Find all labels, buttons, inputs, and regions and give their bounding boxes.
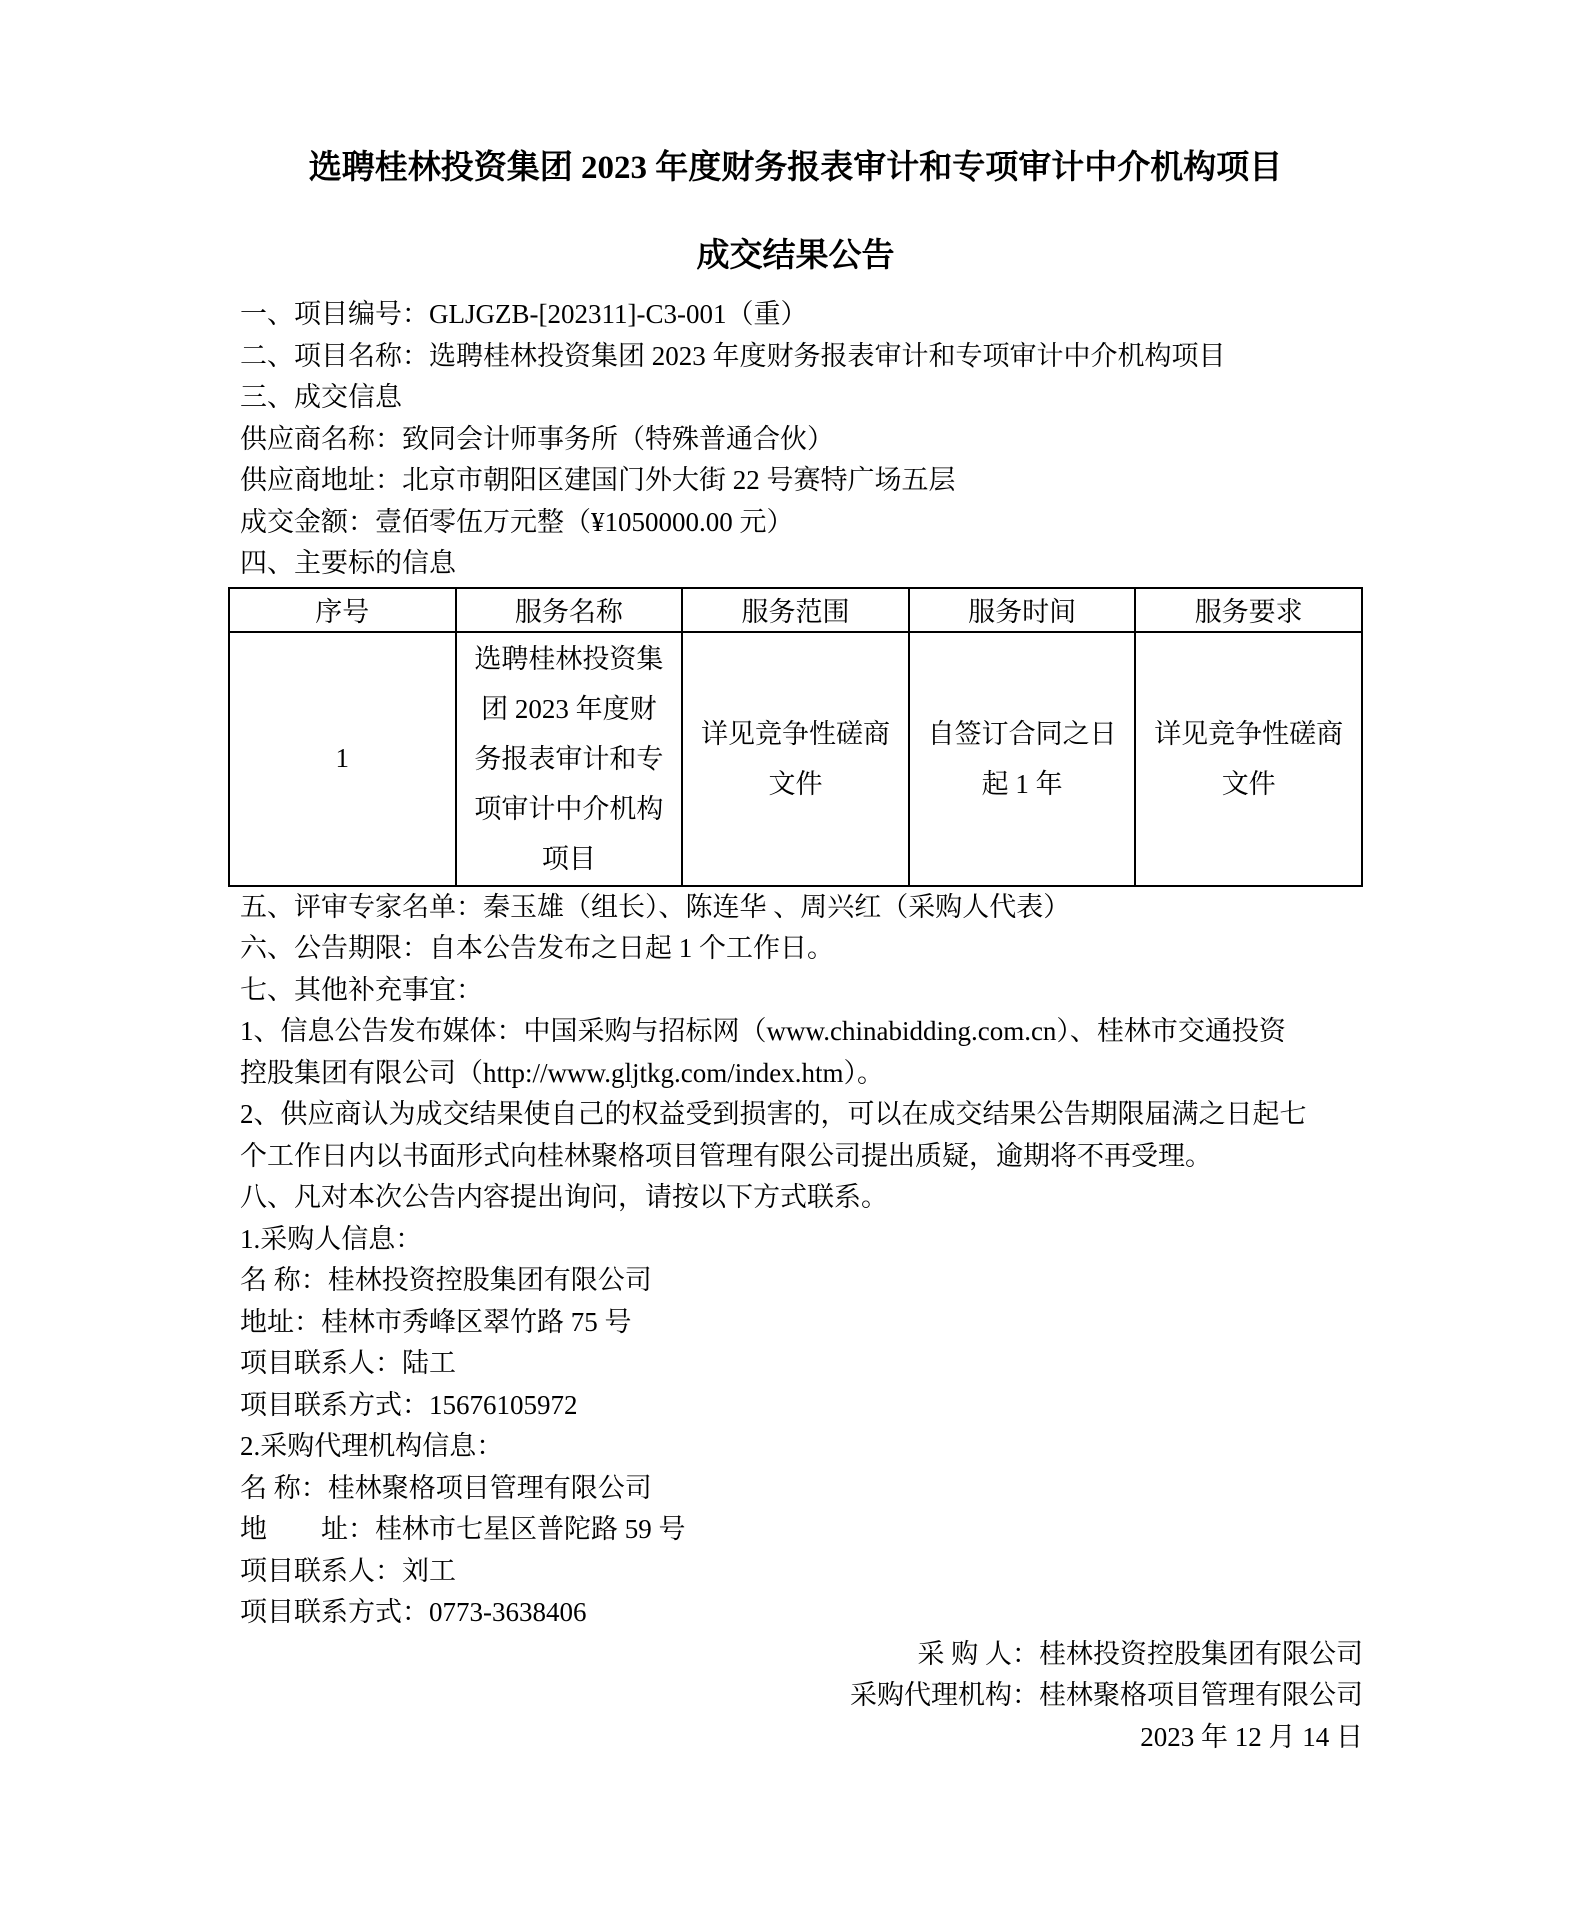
table-row [229, 632, 1362, 886]
signoff-agency: 采购代理机构：桂林聚格项目管理有限公司 [850, 1680, 1363, 1710]
cell-service-requirement-line: 文件 [1221, 768, 1276, 799]
cell-service-time [909, 632, 1136, 886]
para-supplier-name: 供应商名称：致同会计师事务所（特殊普通合伙） [240, 423, 834, 454]
para-agency-info-heading: 2.采购代理机构信息： [240, 1431, 504, 1461]
para-project-number: 一、项目编号：GLJGZB-[202311]-C3-001（重） [240, 299, 808, 329]
para-supplier-address: 供应商地址：北京市朝阳区建国门外大街 22 号赛特广场五层 [240, 465, 956, 495]
para-agency-contact-phone: 项目联系方式：0773-3638406 [240, 1597, 587, 1627]
table-header-service-time: 服务时间 [909, 588, 1136, 632]
document-title-line2: 成交结果公告 [696, 238, 895, 274]
para-objection-line2: 个工作日内以书面形式向桂林聚格项目管理有限公司提出质疑，逾期将不再受理。 [240, 1140, 1212, 1171]
para-deal-amount: 成交金额：壹佰零伍万元整（¥1050000.00 元） [240, 506, 794, 537]
para-objection-line1: 2、供应商认为成交结果使自己的权益受到损害的，可以在成交结果公告期限届满之日起七 [240, 1099, 1307, 1129]
para-experts-list: 五、评审专家名单：秦玉雄（组长）、陈连华 、周兴红（采购人代表） [240, 891, 1071, 922]
table-header-service-scope: 服务范围 [682, 588, 909, 632]
cell-service-name-line: 项目 [541, 843, 596, 874]
cell-service-name-line: 项审计中介机构 [474, 793, 664, 824]
cell-service-requirement [1135, 632, 1362, 886]
document-title-line1: 选聘桂林投资集团 2023 年度财务报表审计和专项审计中介机构项目 [308, 150, 1283, 186]
para-media-line1: 1、信息公告发布媒体：中国采购与招标网（www.chinabidding.com.cn）、桂林市交通投资 [240, 1016, 1286, 1046]
post-table-paragraphs [228, 887, 1363, 1634]
document-content [0, 144, 1587, 1758]
para-media-line2: 控股集团有限公司（http://www.gljtkg.com/index.htm）。 [240, 1057, 884, 1088]
para-buyer-contact-person: 项目联系人：陆工 [240, 1348, 456, 1378]
cell-service-scope-line: 文件 [768, 768, 823, 799]
para-agency-address: 地 址：桂林市七星区普陀路 59 号 [240, 1514, 686, 1544]
para-announcement-period: 六、公告期限：自本公告发布之日起 1 个工作日。 [240, 933, 834, 963]
para-buyer-name: 名 称：桂林投资控股集团有限公司 [240, 1265, 652, 1295]
cell-service-scope [682, 632, 909, 886]
para-subject-info-heading: 四、主要标的信息 [240, 548, 456, 578]
cell-seq: 1 [229, 632, 456, 886]
signoff-block [228, 1634, 1363, 1759]
para-other-matters-heading: 七、其他补充事宜： [240, 974, 483, 1005]
para-buyer-info-heading: 1.采购人信息： [240, 1223, 423, 1254]
signoff-date: 2023 年 12 月 14 日 [1140, 1721, 1363, 1752]
table-header-service-requirement: 服务要求 [1135, 588, 1362, 632]
cell-service-name-line: 团 2023 年度财 [481, 693, 657, 724]
cell-service-time-line: 起 1 年 [981, 768, 1063, 799]
cell-service-scope-line: 详见竞争性磋商 [700, 718, 890, 749]
subject-info-table [228, 587, 1363, 887]
cell-service-name [456, 632, 683, 886]
table-header-service-name: 服务名称 [456, 588, 683, 632]
para-buyer-address: 地址：桂林市秀峰区翠竹路 75 号 [240, 1306, 632, 1337]
para-agency-contact-person: 项目联系人：刘工 [240, 1555, 456, 1586]
cell-service-name-line: 选聘桂林投资集 [474, 643, 664, 674]
para-project-name: 二、项目名称：选聘桂林投资集团 2023 年度财务报表审计和专项审计中介机构项目 [240, 340, 1226, 371]
para-agency-name: 名 称：桂林聚格项目管理有限公司 [240, 1472, 652, 1503]
cell-service-requirement-line: 详见竞争性磋商 [1154, 718, 1344, 749]
table-header-row [229, 588, 1362, 632]
table-header-seq: 序号 [229, 588, 456, 632]
para-contact-heading: 八、凡对本次公告内容提出询问，请按以下方式联系。 [240, 1182, 888, 1212]
para-buyer-contact-phone: 项目联系方式：15676105972 [240, 1389, 578, 1420]
pre-table-paragraphs [228, 294, 1363, 585]
signoff-buyer: 采 购 人：桂林投资控股集团有限公司 [917, 1638, 1363, 1669]
cell-service-time-line: 自签订合同之日 [927, 718, 1117, 749]
para-deal-info-heading: 三、成交信息 [240, 382, 402, 412]
cell-service-name-line: 务报表审计和专 [474, 743, 664, 774]
